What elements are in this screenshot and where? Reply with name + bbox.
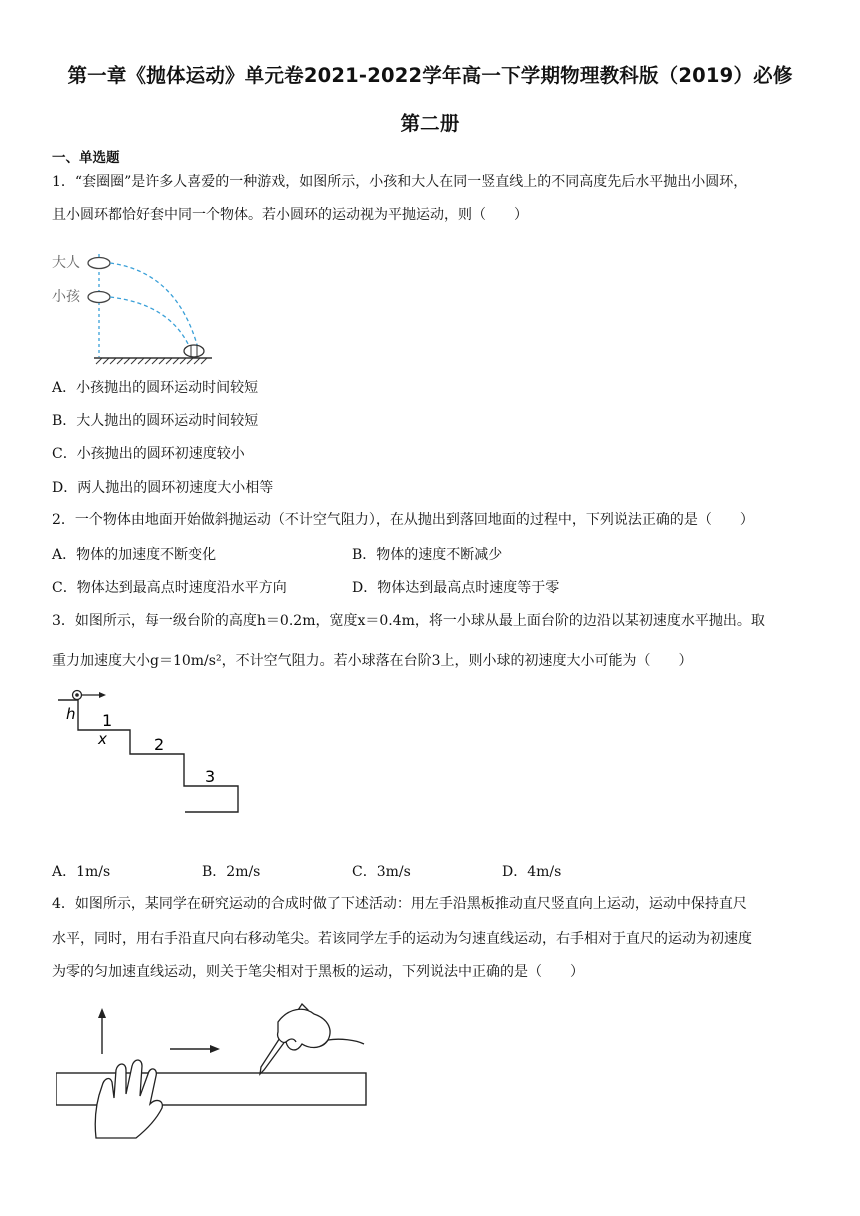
q1-ground-hatching bbox=[96, 358, 207, 364]
q1-label-child: 小孩 bbox=[52, 289, 80, 305]
q3-stem-line2: 重力加速度大小g＝10m/s²，不计空气阻力。若小球落在台阶3上，则小球的初速度大小可能为（ ） bbox=[52, 653, 693, 669]
q1-child-ring bbox=[88, 292, 110, 303]
q1-option-b: B．大人抛出的圆环运动时间较短 bbox=[52, 413, 259, 429]
q3-label-x: x bbox=[98, 730, 107, 748]
q3-option-c: C．3m/s bbox=[352, 864, 411, 880]
q1-adult-ring bbox=[88, 258, 110, 269]
q4-right-hand-pen bbox=[260, 1004, 364, 1074]
q1-child-trajectory bbox=[110, 297, 190, 348]
q4-stem-line2: 水平，同时，用右手沿直尺向右移动笔尖。若该同学左手的运动为匀速直线运动，右手相对于直尺的运动为初速度 bbox=[52, 931, 752, 947]
q1-adult-trajectory bbox=[110, 263, 198, 348]
q2-stem: 2．一个物体由地面开始做斜抛运动（不计空气阻力），在从抛出到落回地面的过程中，下列说法正确的是（ ） bbox=[52, 512, 754, 528]
q4-stem-line1: 4．如图所示，某同学在研究运动的合成时做了下述活动：用左手沿黑板推动直尺竖直向上运动，运动中保持直尺 bbox=[52, 896, 747, 912]
q3-stair-outline bbox=[58, 700, 238, 812]
q4-stem-line3: 为零的匀加速直线运动，则关于笔尖相对于黑板的运动，下列说法中正确的是（ ） bbox=[52, 964, 584, 980]
q3-label-step3: 3 bbox=[205, 767, 216, 786]
q1-stem-line2: 且小圆环都恰好套中同一个物体。若小圆环的运动视为平抛运动，则（ ） bbox=[52, 207, 528, 223]
q4-figure-ruler-hands bbox=[56, 998, 376, 1148]
q1-target-object bbox=[184, 345, 204, 357]
q3-option-a: A．1m/s bbox=[52, 864, 111, 880]
q1-option-d: D．两人抛出的圆环初速度大小相等 bbox=[52, 480, 274, 496]
q3-label-h: h bbox=[66, 705, 76, 723]
q1-stem-line1: 1．“套圈圈”是许多人喜爱的一种游戏，如图所示，小孩和大人在同一竖直线上的不同高度先后水平抛出小圆环， bbox=[52, 174, 748, 190]
q3-label-step2: 2 bbox=[154, 735, 165, 754]
q2-option-d: D．物体达到最高点时速度等于零 bbox=[352, 580, 560, 596]
q2-option-b: B．物体的速度不断减少 bbox=[352, 547, 503, 563]
q3-stem-line1: 3．如图所示，每一级台阶的高度h＝0.2m，宽度x＝0.4m，将一小球从最上面台阶的边沿以某初速度水平抛出。取 bbox=[52, 613, 765, 629]
section-header: 一、单选题 bbox=[52, 150, 120, 166]
q1-option-c: C．小孩抛出的圆环初速度较小 bbox=[52, 446, 245, 462]
document-title-line2: 第二册 bbox=[400, 112, 460, 135]
q3-figure-stairs bbox=[58, 686, 248, 816]
q2-option-c: C．物体达到最高点时速度沿水平方向 bbox=[52, 580, 287, 596]
q3-label-step1: 1 bbox=[102, 711, 113, 730]
q3-option-d: D．4m/s bbox=[502, 864, 562, 880]
document-title-line1: 第一章《抛体运动》单元卷2021-2022学年高一下学期物理教科版（2019）必修 bbox=[67, 64, 793, 87]
q1-figure-ring-toss bbox=[52, 242, 222, 367]
q2-option-a: A．物体的加速度不断变化 bbox=[52, 547, 217, 563]
q3-option-b: B．2m/s bbox=[202, 864, 261, 880]
q1-option-a: A．小孩抛出的圆环运动时间较短 bbox=[52, 380, 259, 396]
q1-label-adult: 大人 bbox=[52, 255, 80, 271]
